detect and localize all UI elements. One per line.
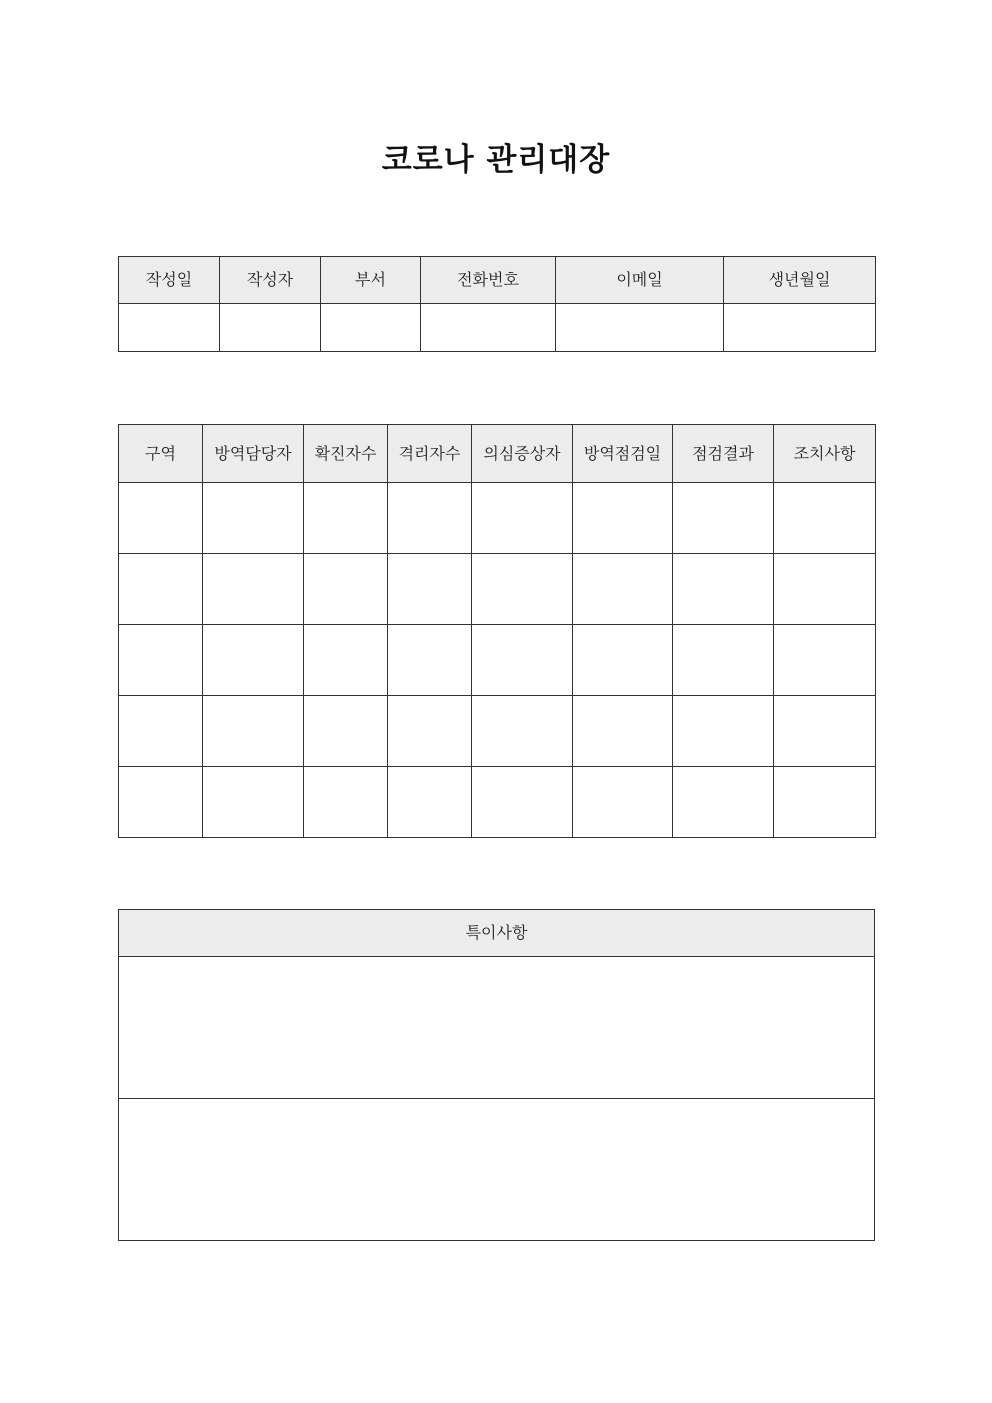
author-info-header-row [119,257,876,304]
manager-cell[interactable] [203,767,304,838]
suspected-cell[interactable] [472,767,573,838]
inspection-date-cell[interactable] [573,696,673,767]
action-taken-cell[interactable] [774,767,876,838]
birthdate-field[interactable] [724,304,876,352]
document-title: 코로나 관리대장 [381,142,611,178]
isolated-count-cell[interactable] [388,696,472,767]
header-author: 작성자 [220,257,321,304]
suspected-cell[interactable] [472,554,573,625]
inspection-result-cell[interactable] [673,483,774,554]
manager-cell[interactable] [203,483,304,554]
header-inspection-date: 방역점검일 [573,425,673,483]
header-manager: 방역담당자 [203,425,304,483]
author-info-table [118,256,876,352]
confirmed-count-cell[interactable] [304,625,388,696]
confirmed-count-cell[interactable] [304,696,388,767]
isolated-count-cell[interactable] [388,554,472,625]
inspection-result-cell[interactable] [673,696,774,767]
suspected-cell[interactable] [472,483,573,554]
header-department: 부서 [321,257,421,304]
log-body [119,483,876,838]
header-zone: 구역 [119,425,203,483]
log-row [119,625,876,696]
notes-field[interactable] [119,957,875,1099]
date-field[interactable] [119,304,220,352]
log-header-row [119,425,876,483]
zone-cell[interactable] [119,625,203,696]
notes-table [118,909,875,1241]
notes-field[interactable] [119,1099,875,1241]
log-row [119,767,876,838]
zone-cell[interactable] [119,696,203,767]
header-isolated-count: 격리자수 [388,425,472,483]
action-taken-cell[interactable] [774,483,876,554]
suspected-cell[interactable] [472,625,573,696]
confirmed-count-cell[interactable] [304,767,388,838]
notes-header-row [119,910,875,957]
header-notes: 특이사항 [119,910,875,957]
inspection-result-cell[interactable] [673,554,774,625]
inspection-date-cell[interactable] [573,767,673,838]
zone-cell[interactable] [119,554,203,625]
action-taken-cell[interactable] [774,696,876,767]
action-taken-cell[interactable] [774,554,876,625]
department-field[interactable] [321,304,421,352]
phone-field[interactable] [421,304,556,352]
header-birthdate: 생년월일 [724,257,876,304]
manager-cell[interactable] [203,625,304,696]
notes-row [119,1099,875,1241]
manager-cell[interactable] [203,554,304,625]
header-action-taken: 조치사항 [774,425,876,483]
inspection-date-cell[interactable] [573,554,673,625]
inspection-result-cell[interactable] [673,625,774,696]
author-info-value-row [119,304,876,352]
manager-cell[interactable] [203,696,304,767]
log-row [119,696,876,767]
zone-cell[interactable] [119,767,203,838]
isolated-count-cell[interactable] [388,483,472,554]
header-date: 작성일 [119,257,220,304]
header-phone: 전화번호 [421,257,556,304]
action-taken-cell[interactable] [774,625,876,696]
confirmed-count-cell[interactable] [304,554,388,625]
isolated-count-cell[interactable] [388,625,472,696]
header-suspected: 의심증상자 [472,425,573,483]
header-confirmed-count: 확진자수 [304,425,388,483]
zone-cell[interactable] [119,483,203,554]
isolated-count-cell[interactable] [388,767,472,838]
suspected-cell[interactable] [472,696,573,767]
author-field[interactable] [220,304,321,352]
header-email: 이메일 [556,257,724,304]
quarantine-log-table [118,424,876,838]
header-inspection-result: 점검결과 [673,425,774,483]
log-row [119,554,876,625]
inspection-date-cell[interactable] [573,483,673,554]
email-field[interactable] [556,304,724,352]
inspection-result-cell[interactable] [673,767,774,838]
log-row [119,483,876,554]
inspection-date-cell[interactable] [573,625,673,696]
notes-row [119,957,875,1099]
confirmed-count-cell[interactable] [304,483,388,554]
